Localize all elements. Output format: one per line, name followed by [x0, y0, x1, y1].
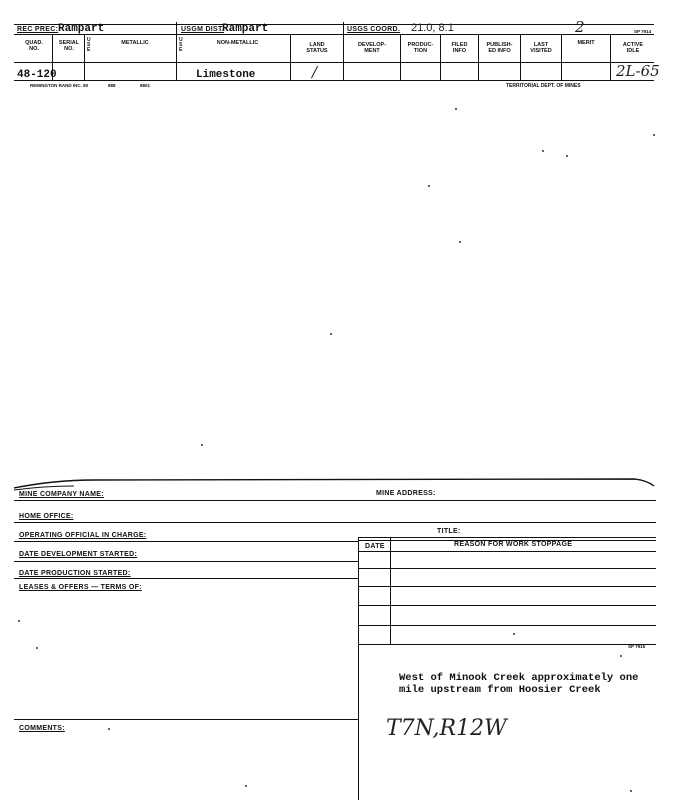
date-production-started-label: DATE PRODUCTION STARTED:: [19, 570, 131, 577]
nonmetallic-header: NON-METALLIC: [216, 40, 259, 46]
rule: [358, 568, 656, 569]
speck: [428, 185, 430, 187]
use-header-nonmetallic: U S E: [179, 37, 183, 53]
divider: [290, 34, 291, 80]
handwritten-mark: 2: [575, 18, 585, 36]
rule: [358, 551, 656, 552]
rule: [14, 522, 656, 523]
rule: [14, 561, 359, 562]
development-header: DEVELOP- MENT: [357, 42, 387, 54]
serial-no-header: SERIAL NO.: [58, 40, 80, 52]
department-imprint: TERRITORIAL DEPT. OF MINES: [506, 83, 581, 89]
active-idle-header: ACTIVE IDLE: [622, 42, 644, 54]
speck: [330, 333, 332, 335]
divider: [520, 34, 521, 80]
date-development-started-label: DATE DEVELOPMENT STARTED:: [19, 551, 138, 558]
rule: [358, 644, 656, 645]
title-label: TITLE:: [437, 528, 461, 535]
speck: [36, 647, 38, 649]
form-number: SP 7914: [634, 29, 652, 34]
published-info-header: PUBLISH- ED INFO: [486, 42, 513, 54]
metallic-header: METALLIC: [121, 40, 149, 46]
divider: [343, 34, 344, 80]
filed-info-header: FILED INFO: [451, 42, 468, 54]
speck: [542, 150, 544, 152]
land-status-mark: /: [312, 63, 318, 81]
speck: [630, 790, 632, 792]
rule: [358, 537, 656, 538]
divider: [176, 34, 177, 80]
printer-code-1: 888: [108, 83, 116, 88]
divider: [478, 34, 479, 80]
speck: [245, 785, 247, 787]
divider: [358, 645, 359, 800]
rule: [14, 719, 359, 720]
rec-prec-label: REC PREC:: [17, 26, 59, 33]
active-idle-value: 2L-65: [616, 62, 660, 80]
land-status-header: LAND STATUS: [306, 42, 328, 54]
printer-code-2: 8801: [140, 83, 151, 88]
rule: [14, 578, 359, 579]
use-header-metallic: U S E: [87, 37, 91, 53]
divider: [561, 34, 562, 80]
rule: [14, 500, 656, 501]
speck: [455, 108, 457, 110]
reason-header: REASON FOR WORK STOPPAGE: [454, 541, 573, 548]
location-note: West of Minook Creek approximately one mile upstream from Hoosier Creek: [399, 672, 639, 696]
mine-company-name-label: MINE COMPANY NAME:: [19, 491, 104, 498]
speck: [513, 633, 515, 635]
comments-label: COMMENTS:: [19, 725, 65, 732]
divider: [440, 34, 441, 80]
speck: [459, 241, 461, 243]
divider: [400, 34, 401, 80]
speck: [620, 655, 622, 657]
mine-address-label: MINE ADDRESS:: [376, 490, 436, 497]
last-visited-header: LAST VISITED: [530, 42, 552, 54]
rule: [14, 541, 359, 542]
rule: [14, 24, 654, 25]
merit-header: MERIT: [577, 40, 595, 46]
operating-official-label: OPERATING OFFICIAL IN CHARGE:: [19, 532, 147, 539]
usgm-dist-value: Rampart: [222, 23, 269, 35]
divider: [84, 34, 85, 80]
usgs-coord-label: USGS COORD.: [347, 26, 401, 33]
home-office-label: HOME OFFICE:: [19, 513, 74, 520]
rec-prec-value: Rampart: [58, 23, 105, 35]
divider: [358, 537, 359, 645]
date-header: DATE: [365, 543, 385, 550]
rule: [14, 34, 654, 35]
rule: [358, 625, 656, 626]
rule: [358, 586, 656, 587]
speck: [108, 728, 110, 730]
speck: [653, 134, 655, 136]
rule: [358, 605, 656, 606]
divider: [610, 34, 611, 80]
divider: [390, 537, 391, 645]
form-number-bottom: SP 7915: [628, 644, 646, 649]
printer-imprint: REMINGTON RAND INC. 80: [30, 83, 89, 88]
rule: [14, 62, 654, 63]
township-range-note: T7N,R12W: [386, 716, 507, 741]
serial-value: 48-120: [17, 69, 57, 81]
leases-offers-label: LEASES & OFFERS — TERMS OF:: [19, 584, 142, 591]
top-border: [14, 474, 656, 494]
rule: [14, 80, 654, 81]
usgm-dist-label: USGM DIST.: [181, 26, 225, 33]
production-header: PRODUC- TION: [407, 42, 434, 54]
speck: [566, 155, 568, 157]
speck: [201, 444, 203, 446]
speck: [18, 620, 20, 622]
usgs-coord-value: 21.0, 8.1: [411, 22, 454, 34]
quad-no-header: QUAD. NO.: [25, 40, 43, 52]
nonmetallic-value: Limestone: [196, 69, 256, 81]
